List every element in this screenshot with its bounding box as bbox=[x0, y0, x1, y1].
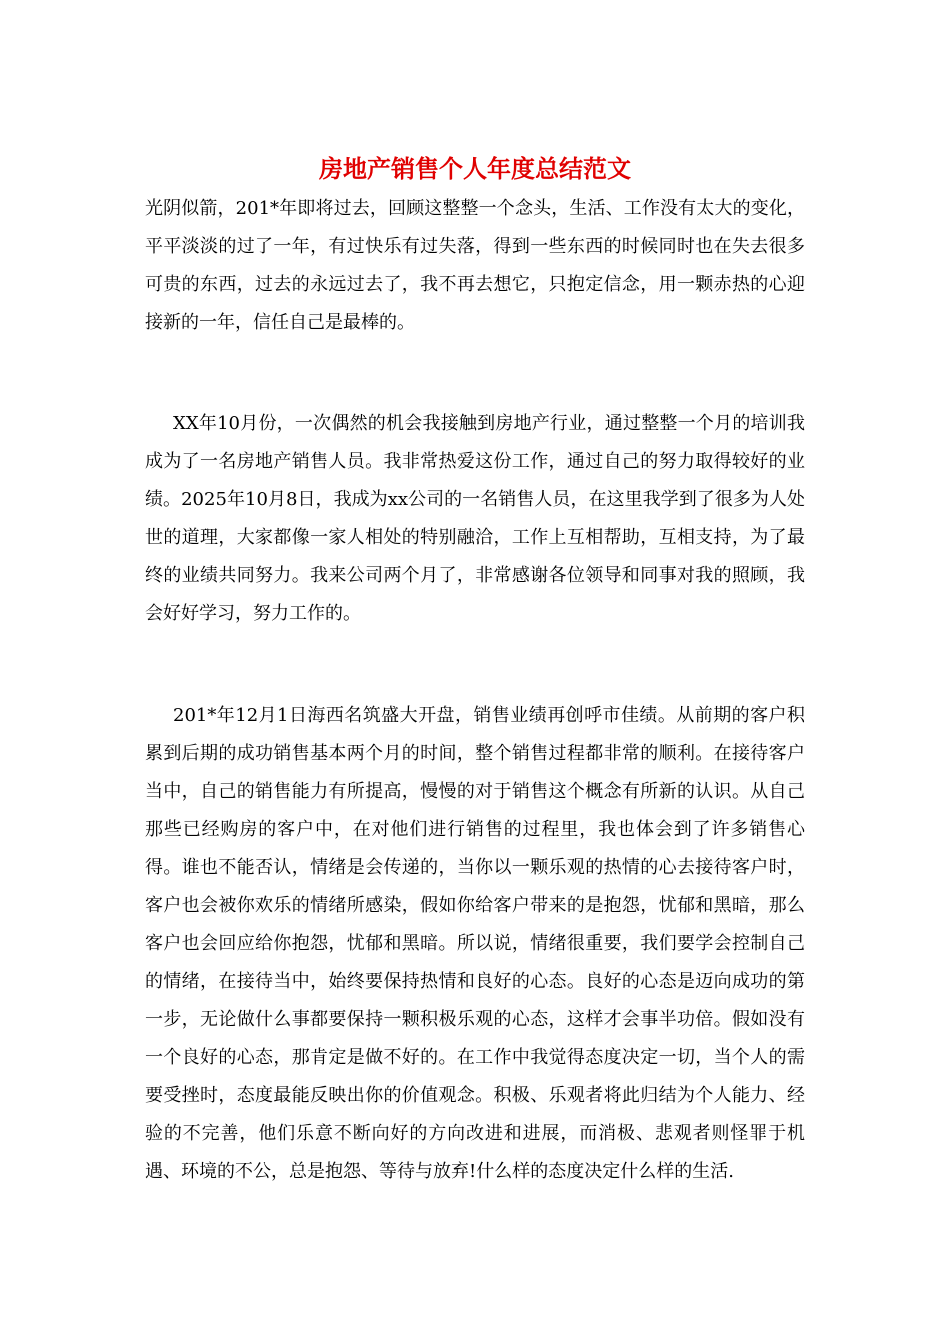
paragraph-career-start: XX年10月份，一次偶然的机会我接触到房地产行业，通过整整一个月的培训我成为了一名房地产销售人员。我非常热爱这份工作，通过自己的努力取得较好的业绩。2025年10月8日，我成为xx公司的一名销售人员，在这里我学到了很多为人处世的道理，大家都像一家人相处的特别融洽，工作上互相帮助，互相支持，为了最终的业绩共同努力。我来公司两个月了，非常感谢各位领导和同事对我的照顾，我会好好学习，努力工作的。 bbox=[145, 413, 805, 624]
document-title: 房地产销售个人年度总结范文 bbox=[319, 155, 631, 183]
paragraph-sales-experience: 201*年12月1日海西名筑盛大开盘，销售业绩再创呼市佳绩。从前期的客户积累到后期的成功销售基本两个月的时间，整个销售过程都非常的顺利。在接待客户当中，自己的销售能力有所提高，慢慢的对于销售这个概念有所新的认识。从自己那些已经购房的客户中，在对他们进行销售的过程里，我也体会到了许多销售心得。谁也不能否认，情绪是会传递的，当你以一颗乐观的热情的心去接待客户时，客户也会被你欢乐的情绪所感染，假如你给客户带来的是抱怨，忧郁和黑暗，那么客户也会回应给你抱怨，忧郁和黑暗。所以说，情绪很重要，我们要学会控制自己的情绪，在接待当中，始终要保持热情和良好的心态。良好的心态是迈向成功的第一步，无论做什么事都要保持一颗积极乐观的心态，这样才会事半功倍。假如没有一个良好的心态，那肯定是做不好的。在工作中我觉得态度决定一切，当个人的需要受挫时，态度最能反映出你的价值观念。积极、乐观者将此归结为个人能力、经验的不完善，他们乐意不断向好的方向改进和进展，而消极、悲观者则怪罪于机遇、环境的不公，总是抱怨、等待与放弃!什么样的态度决定什么样的生活. bbox=[145, 705, 805, 1182]
paragraph-intro: 光阴似箭，201*年即将过去，回顾这整整一个念头，生活、工作没有太大的变化，平平淡淡的过了一年，有过快乐有过失落，得到一些东西的时候同时也在失去很多可贵的东西，过去的永远过去了，我不再去想它，只抱定信念，用一颗赤热的心迎接新的一年，信任自己是最棒的。 bbox=[145, 198, 805, 333]
